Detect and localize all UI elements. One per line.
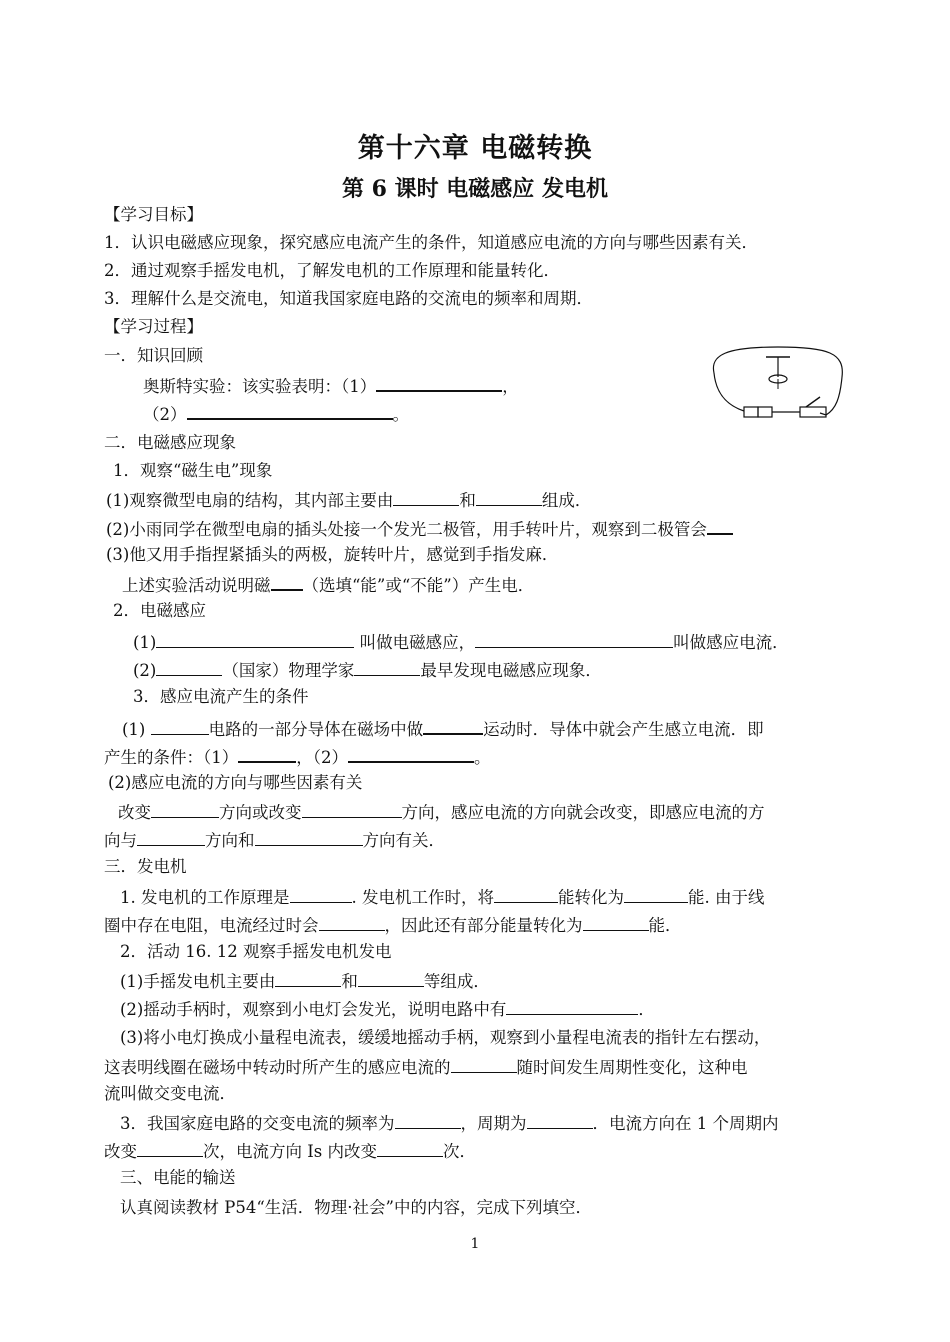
blank[interactable] [137, 828, 205, 846]
transmission-heading: 三、电能的输送 [120, 1168, 236, 1187]
a-text: 这表明线圈在磁场中转动时所产生的感应电流的 [104, 1058, 451, 1077]
generator-line-2 [104, 913, 682, 937]
process-heading: 【学习过程】 [104, 317, 203, 336]
blank[interactable] [583, 913, 649, 931]
induction-q1 [106, 488, 591, 512]
c-text: 方向有关． [362, 831, 445, 850]
blank[interactable] [137, 1139, 203, 1157]
blank[interactable] [376, 373, 502, 392]
review-text: ， [502, 377, 519, 396]
review-text: 奥斯特实验：该实验表明：（1） [143, 377, 377, 396]
d-text: （国家）物理学家 [222, 661, 355, 680]
blank[interactable] [271, 572, 303, 591]
c-text: 向与 [104, 831, 137, 850]
c-text: 方向，感应电流的方向就会改变，即感应电流的方 [401, 803, 765, 822]
goal-item-3: 3．理解什么是交流电，知道我国家庭电路的交流电的频率和周期． [104, 289, 593, 308]
blank[interactable] [187, 401, 393, 420]
blank[interactable] [290, 885, 352, 903]
g-text: 能. 由于线 [688, 888, 765, 907]
blank[interactable] [527, 1111, 593, 1129]
a-text: 等组成． [423, 972, 490, 991]
c-text: 方向和 [205, 831, 255, 850]
blank[interactable] [156, 658, 222, 676]
q-text: 组成． [541, 491, 592, 510]
c-text: 。 [474, 748, 491, 767]
activity-q4 [104, 1055, 748, 1079]
q-text: (2)小雨同学在微型电扇的插头处接一个发光二极管，用手转叶片，观察到二极管会 [106, 520, 707, 539]
g-text: 能． [648, 916, 682, 935]
q-text: 和 [459, 491, 476, 510]
c-text: (1) [122, 720, 151, 739]
g-text: ，因此还有部分能量转化为 [384, 916, 583, 935]
blank[interactable] [475, 630, 673, 648]
blank[interactable] [319, 913, 385, 931]
d-text: 叫做电磁感应， [354, 633, 476, 652]
activity-q2 [120, 997, 655, 1021]
g-text: 圈中存在电阻，电流经过时会 [104, 916, 319, 935]
review-text: （2） [143, 405, 187, 424]
blank[interactable] [624, 885, 688, 903]
condition-2 [104, 744, 491, 769]
g-text: 1. 发电机的工作原理是 [120, 888, 290, 907]
blank[interactable] [348, 744, 474, 763]
blank[interactable] [395, 1111, 461, 1129]
blank[interactable] [506, 997, 638, 1015]
f-text: ，周期为 [460, 1114, 527, 1133]
induction-sub-3: 3．感应电流产生的条件 [133, 687, 309, 706]
lesson-title: 第 6 课时 电磁感应 发电机 [342, 176, 608, 202]
blank[interactable] [423, 716, 483, 735]
frequency-line-2 [104, 1139, 476, 1163]
frequency-line-1 [120, 1111, 779, 1135]
induction-sub-2: 2．电磁感应 [113, 601, 206, 620]
blank[interactable] [275, 969, 341, 987]
condition-5 [104, 828, 445, 852]
condition-3: (2)感应电流的方向与哪些因素有关 [108, 773, 363, 792]
c-text: 方向或改变 [219, 803, 302, 822]
blank[interactable] [393, 488, 459, 506]
blank[interactable] [358, 969, 424, 987]
c-text: 运动时．导体中就会产生感立电流．即 [483, 720, 764, 739]
blank[interactable] [156, 630, 354, 648]
goal-item-2: 2．通过观察手摇发电机，了解发电机的工作原理和能量转化． [104, 261, 560, 280]
f-text: 次，电流方向 Is 内改变 [203, 1142, 377, 1161]
oersted-experiment-figure [708, 343, 846, 433]
generator-line-1 [120, 885, 765, 909]
c-text: 产生的条件：（1） [104, 748, 239, 767]
definition-2 [133, 658, 602, 682]
goals-heading: 【学习目标】 [104, 205, 203, 224]
blank[interactable] [151, 800, 219, 818]
d-text: (1) [133, 633, 157, 652]
review-heading: 一．知识回顾 [104, 346, 203, 365]
f-text: 3．我国家庭电路的交变电流的频率为 [120, 1114, 395, 1133]
induction-q2 [106, 516, 733, 541]
review-text: 。 [392, 405, 409, 424]
blank[interactable] [451, 1055, 517, 1073]
page-number: 1 [470, 1236, 480, 1252]
blank[interactable] [494, 885, 558, 903]
condition-4 [118, 800, 765, 824]
f-text: 改变 [104, 1142, 137, 1161]
review-line-2 [143, 401, 409, 426]
activity-q3: (3)将小电灯换成小量程电流表，缓缓地摇动手柄，观察到小量程电流表的指针左右摆动， [120, 1028, 771, 1047]
f-text: ．电流方向在 1 个周期内 [592, 1114, 779, 1133]
blank[interactable] [377, 1139, 443, 1157]
goal-item-1: 1．认识电磁感应现象，探究感应电流产生的条件，知道感应电流的方向与哪些因素有关． [104, 233, 758, 252]
blank[interactable] [151, 717, 209, 735]
a-text: ． [638, 1000, 655, 1019]
blank[interactable] [302, 800, 402, 818]
activity-q5: 流叫做交变电流． [104, 1084, 236, 1103]
activity-q1 [120, 969, 490, 993]
review-line-1 [143, 373, 519, 398]
blank[interactable] [354, 658, 420, 676]
a-text: (1)手摇发电机主要由 [120, 972, 276, 991]
d-text: 叫做感应电流． [673, 633, 789, 652]
blank[interactable] [255, 828, 363, 846]
g-text: 能转化为 [558, 888, 624, 907]
generator-heading: 三．发电机 [104, 857, 187, 876]
blank[interactable] [476, 488, 542, 506]
c-text: 电路的一部分导体在磁场中做 [208, 720, 424, 739]
induction-sub-1: 1．观察“磁生电”现象 [113, 461, 273, 480]
blank[interactable] [707, 516, 733, 535]
induction-q4 [122, 572, 534, 597]
induction-q3: (3)他又用手指捏紧插头的两极，旋转叶片，感觉到手指发麻． [106, 545, 559, 564]
d-text: 最早发现电磁感应现象． [420, 661, 602, 680]
condition-1 [122, 716, 764, 741]
a-text: 和 [341, 972, 358, 991]
a-text: (2)摇动手柄时，观察到小电灯会发光，说明电路中有 [120, 1000, 507, 1019]
q-text: （选填“能”或“不能”）产生电． [302, 576, 535, 595]
definition-1 [133, 630, 789, 654]
a-text: 随时间发生周期性变化，这种电 [516, 1058, 748, 1077]
activity-heading: 2．活动 16. 12 观察手摇发电机发电 [120, 942, 392, 961]
transmission-text: 认真阅读教材 P54“生活．物理·社会”中的内容，完成下列填空． [120, 1198, 592, 1217]
q-text: 上述实验活动说明磁 [122, 576, 271, 595]
induction-heading: 二．电磁感应现象 [104, 433, 236, 452]
c-text: 改变 [118, 803, 151, 822]
q-text: (1)观察微型电扇的结构，其内部主要由 [106, 491, 394, 510]
blank[interactable] [238, 744, 296, 763]
chapter-title: 第十六章 电磁转换 [357, 133, 593, 164]
g-text: . 发电机工作时，将 [351, 888, 494, 907]
f-text: 次． [442, 1142, 476, 1161]
d-text: (2) [133, 661, 157, 680]
c-text: ，（2） [296, 748, 348, 767]
